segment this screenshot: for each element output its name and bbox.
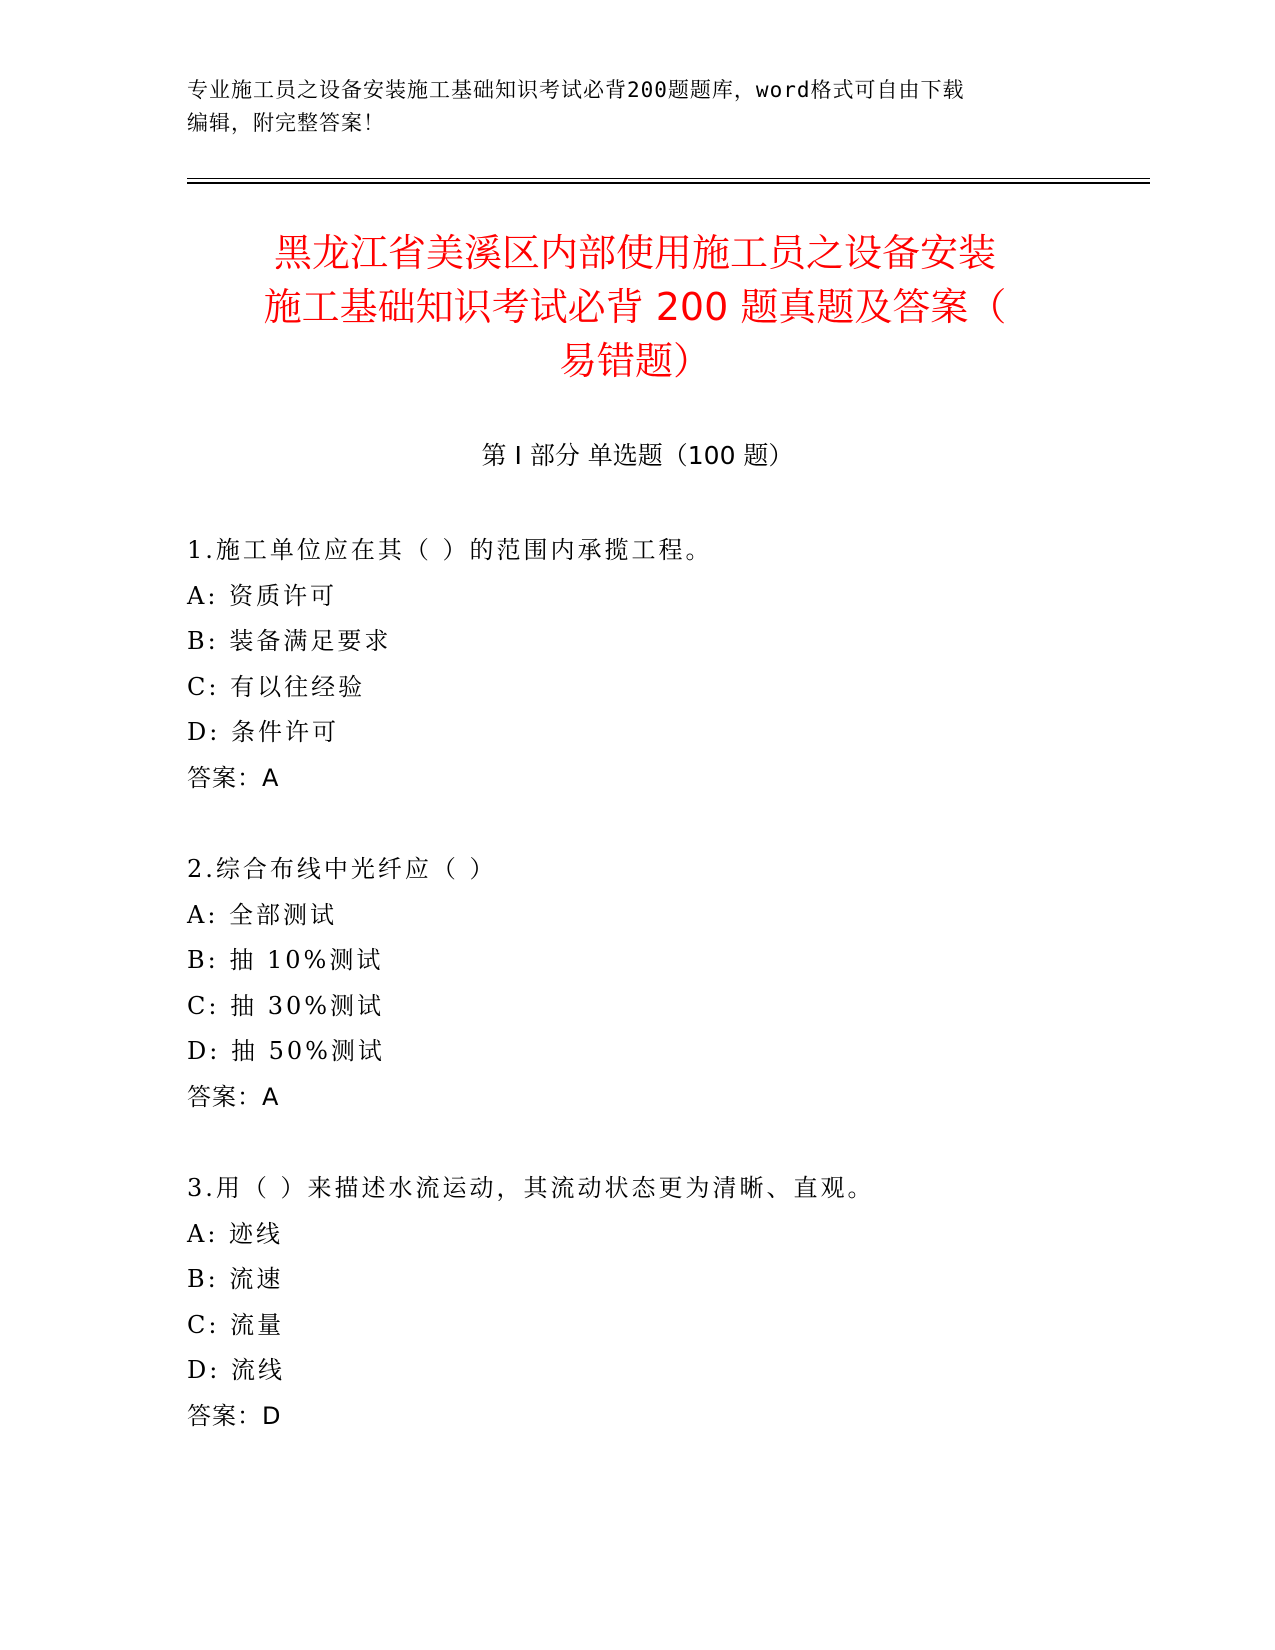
question-option: A: 全部测试 bbox=[187, 900, 338, 929]
document-title-line-2: 施工基础知识考试必背 200 题真题及答案（ bbox=[263, 285, 1007, 329]
question-stem: 2.综合布线中光纤应（ ） bbox=[187, 855, 497, 883]
header-note-line-1: 专业施工员之设备安装施工基础知识考试必背200题题库，word格式可自由下载 bbox=[187, 78, 965, 102]
question-stem: 1.施工单位应在其（ ）的范围内承揽工程。 bbox=[187, 536, 713, 564]
question-spacer bbox=[187, 801, 1147, 847]
question-option: C: 有以往经验 bbox=[187, 672, 366, 701]
document-title bbox=[190, 226, 1080, 388]
document-title-line-3: 易错题） bbox=[558, 339, 711, 383]
question-item bbox=[187, 1166, 1147, 1439]
question-option: B: 装备满足要求 bbox=[187, 627, 392, 655]
header-divider-thin bbox=[187, 178, 1150, 179]
header-divider-thick bbox=[187, 182, 1150, 184]
question-option: A: 迹线 bbox=[187, 1219, 284, 1248]
question-option: D: 流线 bbox=[187, 1356, 285, 1384]
section-title: 第 I 部分 单选题（100 题） bbox=[481, 441, 794, 470]
question-option: B: 抽 10%测试 bbox=[187, 946, 384, 974]
question-answer: 答案：A bbox=[187, 1082, 280, 1111]
header-note-line-2: 编辑，附完整答案！ bbox=[187, 111, 385, 135]
question-stem: 3.用（ ）来描述水流运动，其流动状态更为清晰、直观。 bbox=[187, 1174, 875, 1202]
document-title-line-1: 黑龙江省美溪区内部使用施工员之设备安装 bbox=[273, 231, 996, 275]
question-option: D: 抽 50%测试 bbox=[187, 1037, 385, 1065]
question-answer: 答案：A bbox=[187, 763, 280, 792]
header-note bbox=[187, 74, 1067, 140]
question-item bbox=[187, 847, 1147, 1120]
question-option: B: 流速 bbox=[187, 1265, 284, 1293]
question-answer: 答案：D bbox=[187, 1401, 282, 1430]
question-list bbox=[187, 528, 1147, 1439]
question-option: C: 抽 30%测试 bbox=[187, 991, 385, 1020]
question-option: A: 资质许可 bbox=[187, 581, 338, 610]
question-option: C: 流量 bbox=[187, 1310, 285, 1339]
question-spacer bbox=[187, 1120, 1147, 1166]
question-item bbox=[187, 528, 1147, 801]
question-option: D: 条件许可 bbox=[187, 718, 339, 746]
